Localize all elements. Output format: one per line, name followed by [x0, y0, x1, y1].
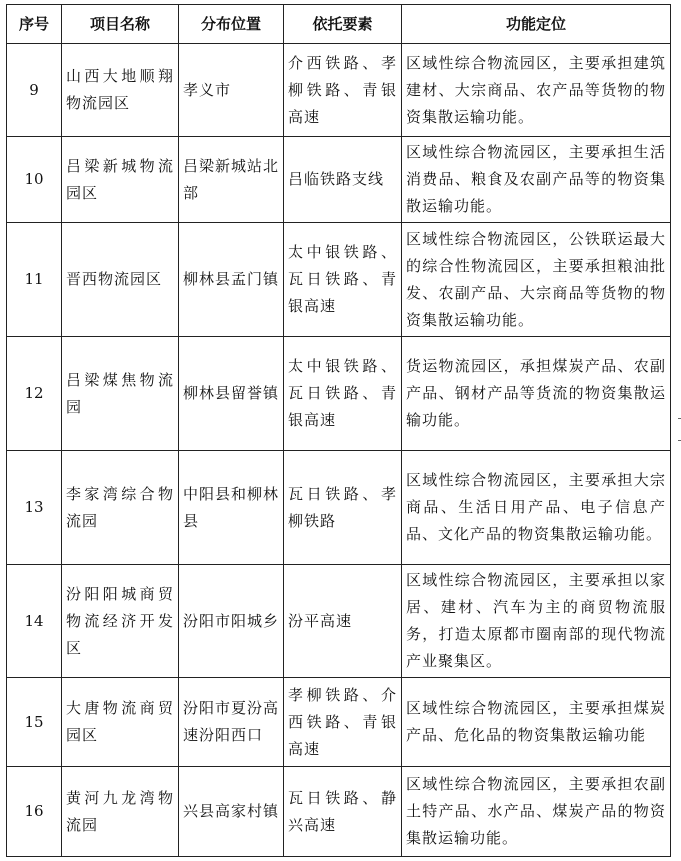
- header-function: 功能定位: [402, 5, 671, 44]
- support-elements: 瓦日铁路、静兴高速: [284, 767, 402, 857]
- project-name: 汾阳阳城商贸物流经济开发区: [62, 565, 179, 678]
- support-elements: 吕临铁路支线: [284, 137, 402, 223]
- header-location: 分布位置: [179, 5, 284, 44]
- support-elements: 介西铁路、孝柳铁路、青银高速: [284, 44, 402, 137]
- function-positioning: 区域性综合物流园区，主要承担大宗商品、生活日用产品、电子信息产品、文化产品的物资集散运输功能。: [402, 451, 671, 565]
- header-project-name: 项目名称: [62, 5, 179, 44]
- logistics-park-table: [6, 4, 671, 857]
- project-name: 大唐物流商贸园区: [62, 678, 179, 767]
- table-row: [7, 44, 671, 137]
- project-name: 李家湾综合物流园: [62, 451, 179, 565]
- row-number: 14: [7, 565, 62, 678]
- function-positioning: 区域性综合物流园区，主要承担建筑建材、大宗商品、农产品等货物的物资集散运输功能。: [402, 44, 671, 137]
- row-number: 12: [7, 337, 62, 451]
- table-row: [7, 137, 671, 223]
- table-row: [7, 337, 671, 451]
- row-number: 9: [7, 44, 62, 137]
- function-positioning: 区域性综合物流园区，主要承担农副土特产品、水产品、煤炭产品的物资集散运输功能。: [402, 767, 671, 857]
- location: 柳林县留誉镇: [179, 337, 284, 451]
- row-number: 10: [7, 137, 62, 223]
- table-row: [7, 767, 671, 857]
- project-name: 晋西物流园区: [62, 223, 179, 337]
- location: 汾阳市夏汾高速汾阳西口: [179, 678, 284, 767]
- table-row: [7, 678, 671, 767]
- location: 中阳县和柳林县: [179, 451, 284, 565]
- function-positioning: 区域性综合物流园区，主要承担以家居、建材、汽车为主的商贸物流服务，打造太原都市圈南部的现代物流产业聚集区。: [402, 565, 671, 678]
- project-name: 黄河九龙湾物流园: [62, 767, 179, 857]
- project-name: 吕梁煤焦物流园: [62, 337, 179, 451]
- function-positioning: 区域性综合物流园区，公铁联运最大的综合性物流园区，主要承担粮油批发、农副产品、大宗商品等货物的物资集散运输功能。: [402, 223, 671, 337]
- location: 汾阳市阳城乡: [179, 565, 284, 678]
- function-positioning: 货运物流园区，承担煤炭产品、农副产品、钢材产品等货流的物资集散运输功能。: [402, 337, 671, 451]
- row-number: 16: [7, 767, 62, 857]
- location: 兴县高家村镇: [179, 767, 284, 857]
- row-number: 13: [7, 451, 62, 565]
- header-number: 序号: [7, 5, 62, 44]
- support-elements: 太中银铁路、瓦日铁路、青银高速: [284, 337, 402, 451]
- table-row: [7, 451, 671, 565]
- table-row: [7, 223, 671, 337]
- support-elements: 瓦日铁路、孝柳铁路: [284, 451, 402, 565]
- project-name: 山西大地顺翔物流园区: [62, 44, 179, 137]
- header-support: 依托要素: [284, 5, 402, 44]
- row-number: 11: [7, 223, 62, 337]
- support-elements: 汾平高速: [284, 565, 402, 678]
- project-name: 吕梁新城物流园区: [62, 137, 179, 223]
- table-row: [7, 565, 671, 678]
- table-header-row: [7, 5, 671, 44]
- function-positioning: 区域性综合物流园区，主要承担煤炭产品、危化品的物资集散运输功能: [402, 678, 671, 767]
- location: 孝义市: [179, 44, 284, 137]
- function-positioning: 区域性综合物流园区，主要承担生活消费品、粮食及农副产品等的物资集散运输功能。: [402, 137, 671, 223]
- row-number: 15: [7, 678, 62, 767]
- support-elements: 太中银铁路、瓦日铁路、青银高速: [284, 223, 402, 337]
- support-elements: 孝柳铁路、介西铁路、青银高速: [284, 678, 402, 767]
- location: 吕梁新城站北部: [179, 137, 284, 223]
- location: 柳林县孟门镇: [179, 223, 284, 337]
